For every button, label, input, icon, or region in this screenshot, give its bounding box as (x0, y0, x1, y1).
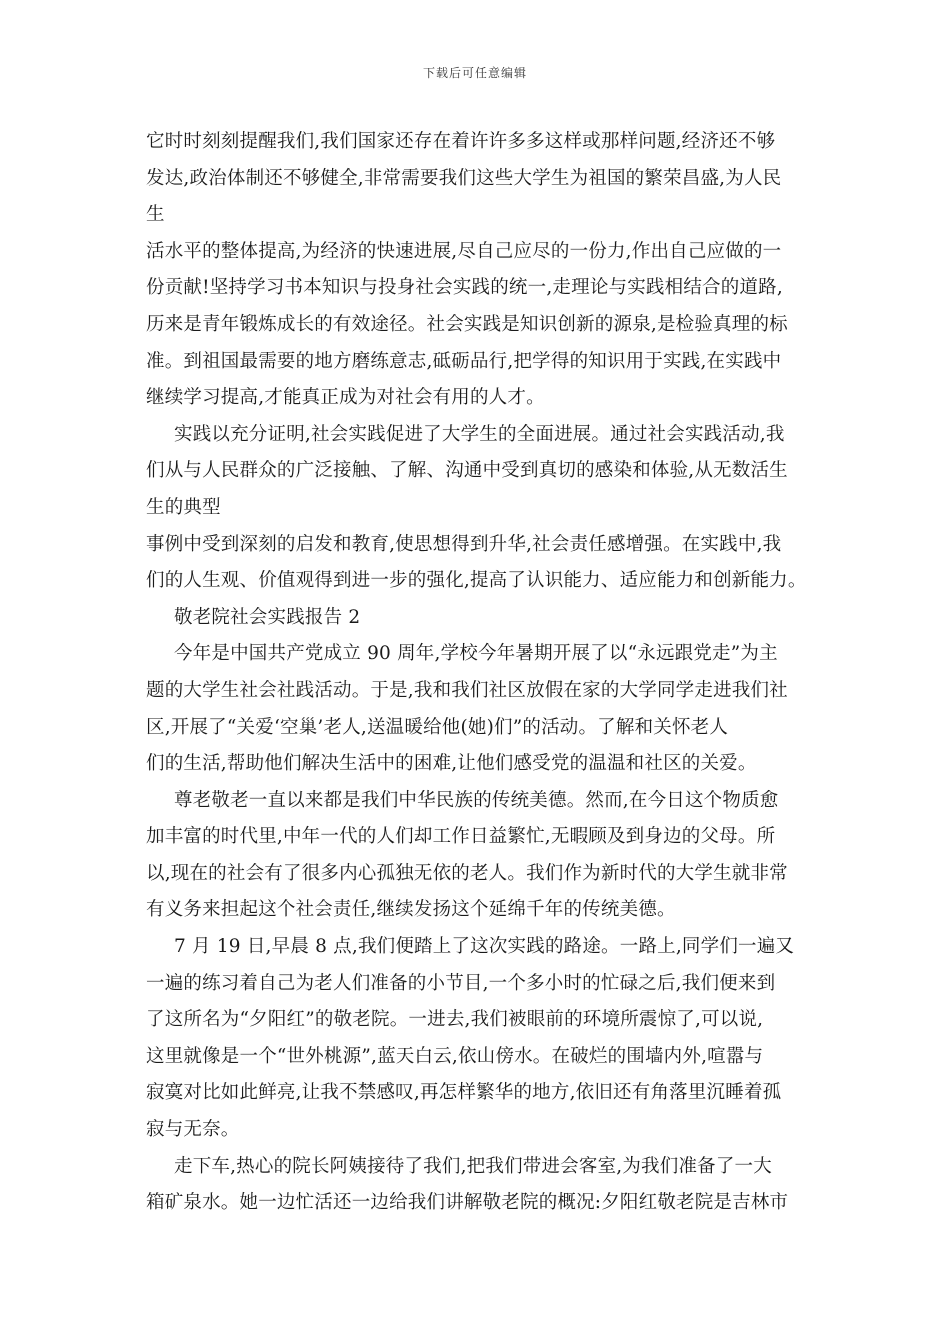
text-line: 箱矿泉水。她一边忙活还一边给我们讲解敬老院的概况:夕阳红敬老院是吉林市 (146, 1192, 789, 1214)
text-line: 走下车,热心的院长阿姨接待了我们,把我们带进会客室,为我们准备了一大 (174, 1155, 772, 1177)
text-line: 它时时刻刻提醒我们,我们国家还存在着许许多多这样或那样问题,经济还不够 (146, 131, 776, 152)
text-line: 实践以充分证明,社会实践促进了大学生的全面进展。通过社会实践活动,我 (174, 423, 785, 445)
text-line: 7 月 19 日,早晨 8 点,我们便踏上了这次实践的路途。一路上,同学们一遍又 (174, 936, 795, 958)
text-line: 一遍的练习着自己为老人们准备的小节目,一个多小时的忙碌之后,我们便来到 (146, 972, 776, 994)
text-line: 加丰富的时代里,中年一代的人们却工作日益繁忙,无暇顾及到身边的父母。所 (146, 826, 776, 848)
text-line: 们从与人民群众的广泛接触、了解、沟通中受到真切的感染和体验,从无数活生 (146, 460, 788, 482)
text-line: 题的大学生社会社践活动。于是,我和我们社区放假在家的大学同学走进我们社 (146, 679, 788, 701)
text-line: 尊老敬老一直以来都是我们中华民族的传统美德。然而,在今日这个物质愈 (174, 789, 779, 811)
text-line: 区,开展了“关爱‘空巢’老人,送温暖给他(她)们”的活动。了解和关怀老人 (146, 716, 729, 738)
text-line: 今年是中国共产党成立 90 周年,学校今年暑期开展了以“永远跟党走”为主 (174, 643, 778, 665)
text-line: 生的典型 (146, 496, 221, 518)
text-line: 有义务来担起这个社会责任,继续发扬这个延绵千年的传统美德。 (146, 899, 676, 921)
text-line: 活水平的整体提高,为经济的快速进展,尽自己应尽的一份力,作出自己应做的一 (146, 240, 782, 262)
text-line: 这里就像是一个“世外桃源”,蓝天白云,依山傍水。在破烂的围墙内外,喧嚣与 (146, 1045, 764, 1067)
text-line: 了这所名为“夕阳红”的敬老院。一进去,我们被眼前的环境所震惊了,可以说, (146, 1009, 764, 1031)
text-line: 敬老院社会实践报告 2 (174, 606, 361, 628)
text-line: 们的人生观、价值观得到进一步的强化,提高了认识能力、适应能力和创新能力。 (146, 570, 807, 592)
text-line: 们的生活,帮助他们解决生活中的困难,让他们感受党的温温和社区的关爱。 (146, 753, 757, 775)
text-line: 继续学习提高,才能真正成为对社会有用的人才。 (146, 387, 545, 409)
text-line: 事例中受到深刻的启发和教育,使思想得到升华,社会责任感增强。在实践中,我 (146, 533, 782, 555)
text-line: 寂与无奈。 (146, 1119, 240, 1141)
text-line: 份贡献!坚持学习书本知识与投身社会实践的统一,走理论与实践相结合的道路, (146, 277, 783, 299)
page-header: 下载后可任意编辑 (422, 66, 527, 80)
text-line: 发达,政治体制还不够健全,非常需要我们这些大学生为祖国的繁荣昌盛,为人民 (146, 167, 782, 189)
text-line: 准。到祖国最需要的地方磨练意志,砥砺品行,把学得的知识用于实践,在实践中 (146, 350, 782, 372)
text-line: 生 (146, 204, 165, 226)
text-line: 寂寞对比如此鲜亮,让我不禁感叹,再怎样繁华的地方,依旧还有角落里沉睡着孤 (146, 1082, 782, 1104)
text-line: 历来是青年锻炼成长的有效途径。社会实践是知识创新的源泉,是检验真理的标 (146, 313, 788, 335)
document-body (146, 124, 806, 1222)
text-line: 以,现在的社会有了很多内心孤独无依的老人。我们作为新时代的大学生就非常 (146, 862, 788, 884)
